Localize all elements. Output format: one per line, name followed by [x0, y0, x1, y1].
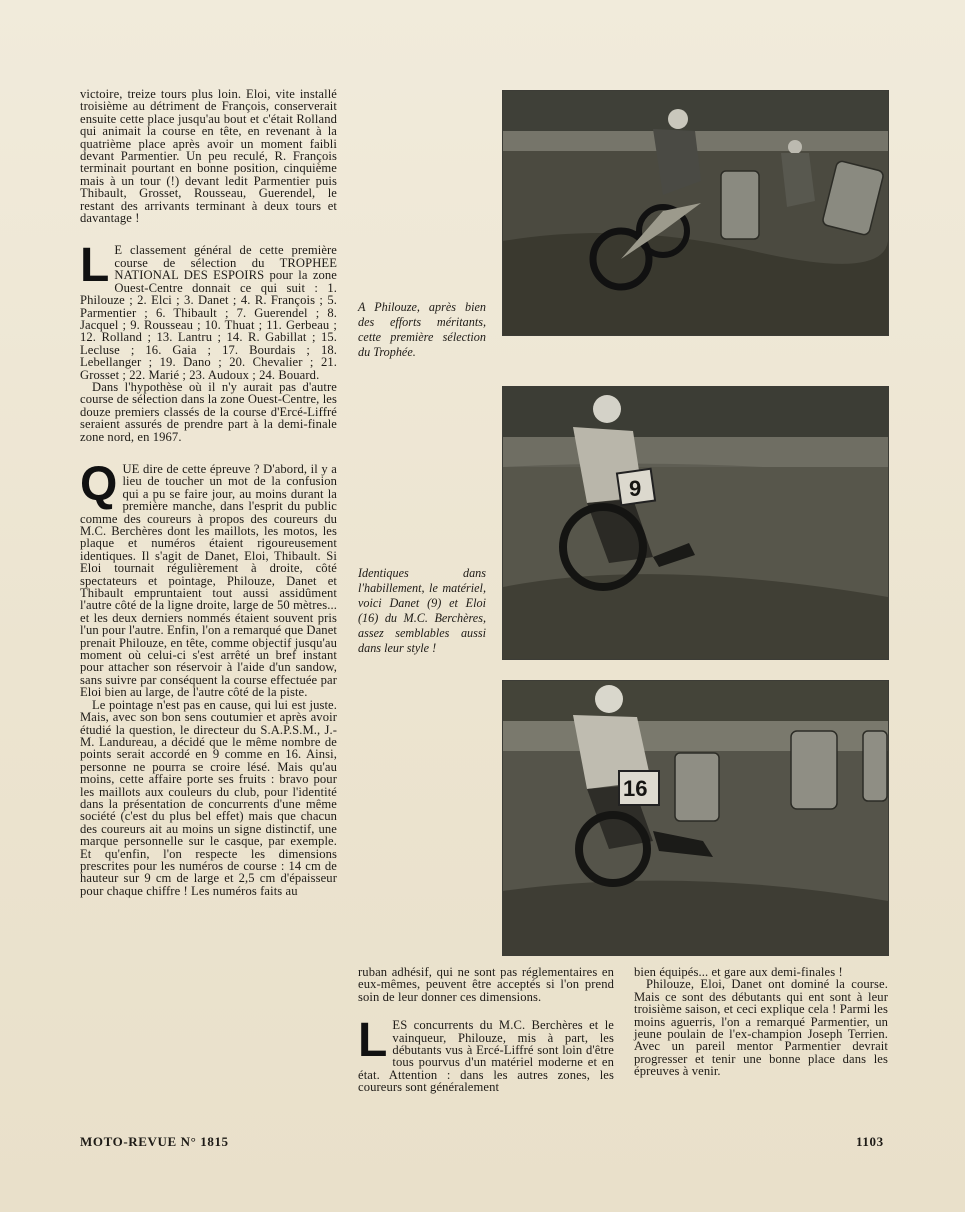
classement-paragraph [80, 239, 337, 382]
pointage-paragraph: Le pointage n'est pas en cause, qui lui est juste. Mais, avec son bon sens coutumier et après avoir étudié la question, le directeur du S.A.P.S.M., J.-M. Landureau, a décidé que le même nombre de points serait accordé en 9 comme en 16. Ainsi, personne ne pourra se croire lésé. Mais qu'au moins, cette affaire porte ses fruits : bravo pour les maillots aux couleurs du club, pour l'identité dans la présentation de concurrents d'une même société (c'est du plus bel effet) mais que chacun des coureurs ait au moins un signe distinctif, une marque personnelle sur le casque, par exemple. Et qu'enfin, l'on respecte les dimensions prescrites pour les numéros de course : 14 cm de hauteur sur 9 cm de large et 2,5 cm d'épaisseur pour chaque chiffre ! Les numéros faits au [80, 697, 337, 898]
concurrents-paragraph [358, 1014, 614, 1095]
intro-paragraph: victoire, treize tours plus loin. Eloi, vite installé troisième au détriment de François, conserverait ensuite cette place jusqu'au bout et c'était Rolland qui animait la course en tête, en revenant à la quatrième place après avoir un moment faibli devant Parmentier. Un peu reculé, R. François terminait pourtant en bonne position, cinquième mais à un tour (!) devant ledit Parmentier puis Thibault, Grosset, Rousseau, Guerendel, le restant des arrivants terminant à deux tours et davantage ! [80, 87, 337, 226]
caption-photo-2: Identiques dans l'habillement, le matériel, voici Danet (9) et Eloi (16) du M.C. Berchères, assez semblables aussi dans leur style ! [358, 566, 486, 655]
photo-philouze [502, 90, 889, 336]
epreuve-text: UE dire de cette épreuve ? D'abord, il y a lieu de toucher un mot de la confusion qui a pu se faire jour, au moins durant la première manche, dans l'esprit du public comme des coureurs à propos des coureurs du M.C. Berchères dont les maillots, les motos, les plaque et numéros étaient rigoureusement identiques. Il s'agit de Danet, Eloi, Thibault. Si Eloi tournait régulièrement à droite, côté spectateurs et pointage, Philouze, Danet et Thibault empruntaient tout aussi assidûment l'autre côté de la ligne droite, large de 50 mètres... et les deux derniers nommés étaient souvent pris l'un pour l'autre. Enfin, l'on a remarqué que Danet prenait Philouze, en tête, comme objectif jusqu'au moment où celui-ci s'est arrêté un bref instant pour attacher son réservoir à l'aide d'un sandow, sans suivre par conséquent la course effectuée par Eloi bien au large, de l'autre côté de la piste. [80, 461, 337, 700]
footer-page-number: 1103 [856, 1134, 884, 1149]
race-number-16: 16 [623, 776, 648, 801]
article-column-3 [634, 966, 888, 1078]
photo-eloi [502, 680, 889, 956]
hypothese-paragraph: Dans l'hypothèse où il n'y aurait pas d'autre course de sélection dans la zone Ouest-Centre, les douze premiers classés de la course d'Ercé-Liffré seraient assurés de prendre part à la demi-finale zone nord, en 1967. [80, 379, 337, 444]
article-column-1 [80, 88, 337, 897]
dropcap-l-2: L [358, 1014, 388, 1068]
photo-danet [502, 386, 889, 660]
footer-magazine-issue: MOTO-REVUE N° 1815 [80, 1134, 229, 1149]
dropcap-l: L [80, 239, 110, 293]
article-column-2 [358, 966, 614, 1094]
concurrents-text: ES concurrents du M.C. Berchères et le vainqueur, Philouze, mis à part, les débutants vus à Ercé-Liffré sont loin d'être tous pourvus d'un matériel moderne et en état. Attention : dans les autres zones, les coureurs sont généralement [358, 1018, 614, 1095]
epreuve-paragraph [80, 457, 337, 700]
domine-paragraph: Philouze, Eloi, Danet ont dominé la course. Mais ce sont des débutants qui ent sont à leur troisième saison, et ceci explique cela ! Parmi les moins aguerris, l'on a remarqué Parmentier, un jeune poulain de l'ex-champion Joseph Terrien. Avec un pareil mentor Parmentier devrait progresser et tenir une bonne place dans les épreuves à venir. [634, 977, 888, 1079]
dropcap-q: Q [80, 457, 118, 511]
race-number-9: 9 [629, 476, 642, 501]
ruban-paragraph: ruban adhésif, qui ne sont pas réglementaires en eux-mêmes, peuvent être acceptés si l'on prend soin de leur donner ces dimensions. [358, 965, 614, 1004]
caption-photo-1: A Philouze, après bien des efforts méritants, cette première sélection du Trophée. [358, 300, 486, 359]
classement-text: E classement général de cette première course de sélection du TROPHEE NATIONAL DES ESPOIRS pour la zone Ouest-Centre donnait ce qui suit : 1. Philouze ; 2. Elci ; 3. Danet ; 4. R. François ; 5. Parmentier ; 6. Thibault ; 7. Guerendel ; 8. Jacquel ; 9. Rousseau ; 10. Thuat ; 11. Gerbeau ; 12. Rolland ; 13. Lantru ; 14. R. Gabillat ; 15. Lecluse ; 16. Gaia ; 17. Bourdais ; 18. Lebellanger ; 19. Dano ; 20. Chevalier ; 21. Grosset ; 22. Marié ; 23. Audoux ; 24. Bouard. [80, 243, 337, 382]
equipes-paragraph: bien équipés... et gare aux demi-finales ! [634, 965, 843, 979]
